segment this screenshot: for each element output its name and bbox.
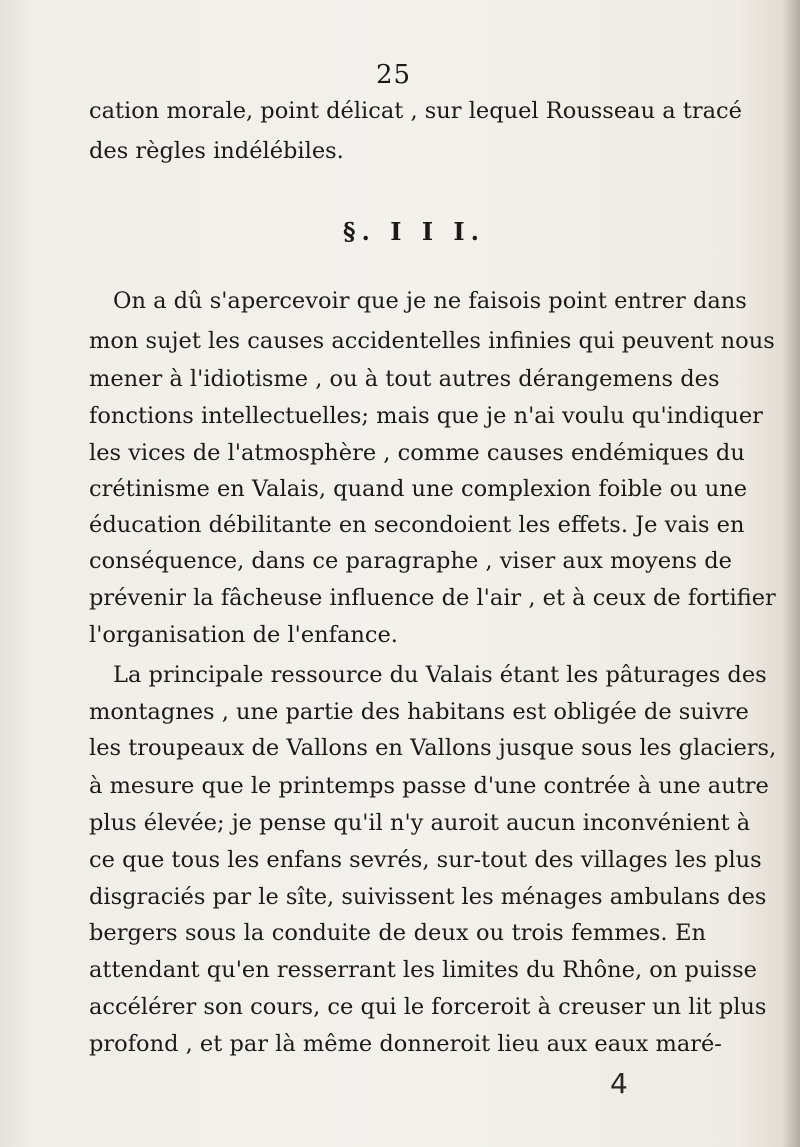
text-line: à mesure que le printemps passe d'une contrée à une autre xyxy=(89,773,769,799)
text-line: l'organisation de l'enfance. xyxy=(89,622,398,648)
text-line: des règles indélébiles. xyxy=(89,138,344,164)
text-line: attendant qu'en resserrant les limites du Rhône, on puisse xyxy=(89,957,757,983)
text-line: mon sujet les causes accidentelles infinies qui peuvent nous xyxy=(89,328,775,354)
text-line: On a dû s'apercevoir que je ne faisois point entrer dans xyxy=(113,288,747,314)
text-line: éducation débilitante en secondoient les effets. Je vais en xyxy=(89,512,745,538)
text-line: profond , et par là même donneroit lieu aux eaux maré- xyxy=(89,1031,722,1057)
text-line: plus élevée; je pense qu'il n'y auroit aucun inconvénient à xyxy=(89,810,751,836)
text-line: les vices de l'atmosphère , comme causes endémiques du xyxy=(89,440,745,466)
text-line: accélérer son cours, ce qui le forceroit à creuser un lit plus xyxy=(89,994,767,1020)
text-line: ce que tous les enfans sevrés, sur-tout des villages les plus xyxy=(89,847,762,873)
text-line: conséquence, dans ce paragraphe , viser aux moyens de xyxy=(89,548,732,574)
signature-mark: 4 xyxy=(610,1067,628,1100)
text-line: La principale ressource du Valais étant les pâturages des xyxy=(113,662,767,688)
text-line: bergers sous la conduite de deux ou trois femmes. En xyxy=(89,920,706,946)
text-line: montagnes , une partie des habitans est obligée de suivre xyxy=(89,699,749,725)
text-line: prévenir la fâcheuse influence de l'air , et à ceux de fortifier xyxy=(89,585,776,611)
section-heading: §. I I I. xyxy=(343,217,486,246)
text-line: disgraciés par le sîte, suivissent les ménages ambulans des xyxy=(89,884,767,910)
text-line: mener à l'idiotisme , ou à tout autres dérangemens des xyxy=(89,366,720,392)
page-edge-shadow xyxy=(782,0,800,1147)
text-line: crétinisme en Valais, quand une complexion foible ou une xyxy=(89,476,748,502)
text-line: les troupeaux de Vallons en Vallons jusque sous les glaciers, xyxy=(89,735,777,761)
page-number: 25 xyxy=(376,60,412,90)
text-line: cation morale, point délicat , sur lequel Rousseau a tracé xyxy=(89,98,742,124)
text-line: fonctions intellectuelles; mais que je n'ai voulu qu'indiquer xyxy=(89,403,763,429)
